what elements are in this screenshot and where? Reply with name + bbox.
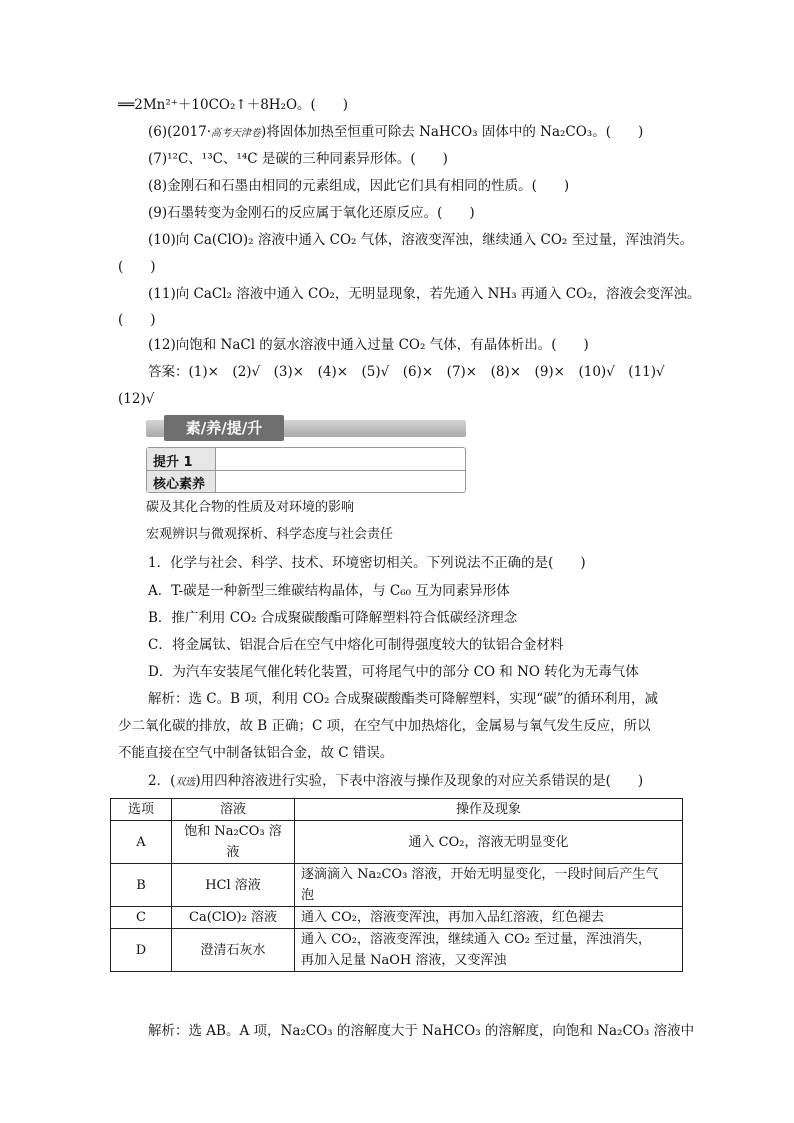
- item-9: (9)石墨转变为金刚石的反应属于氧化还原反应。( ): [148, 205, 475, 221]
- item-11-blank: ( ): [118, 312, 156, 328]
- q2-stem-post: )用四种溶液进行实验，下表中溶液与操作及现象的对应关系错误的是( ): [195, 773, 644, 789]
- table-header-row: [111, 799, 683, 821]
- q2-stem: [148, 772, 643, 792]
- table-cell: Ca(ClO)₂ 溶液: [172, 907, 295, 929]
- table-header: 溶液: [172, 799, 295, 821]
- item-8: (8)金刚石和石墨由相同的元素组成，因此它们具有相同的性质。( ): [148, 178, 570, 194]
- table-row: [111, 821, 683, 864]
- q1-option-d: D．为汽车安装尾气催化转化装置，可将尾气中的部分 CO 和 NO 转化为无毒气体: [148, 664, 639, 680]
- q1-option-b: B．推广利用 CO₂ 合成聚碳酸酯可降解塑料符合低碳经济理念: [148, 610, 518, 626]
- topic-heading: 碳及其化合物的性质及对环境的影响: [146, 500, 355, 515]
- item-6: [148, 123, 643, 143]
- q1-analysis-3: 不能直接在空气中制备钛铝合金，故 C 错误。: [118, 745, 394, 761]
- source-tag: 高考天津卷: [211, 128, 262, 139]
- tishu-label-2: 核心素养: [153, 477, 206, 492]
- table-cell: 澄清石灰水: [172, 929, 295, 972]
- q2-analysis: 解析：选 AB。A 项，Na₂CO₃ 的溶解度大于 NaHCO₃ 的溶解度，向饱和 Na₂CO₃ 溶液中: [148, 1023, 695, 1039]
- answer-line-2: (12)√: [118, 391, 155, 407]
- table-cell: [295, 929, 683, 972]
- table-row: [111, 864, 683, 907]
- tishu-divider: [147, 470, 465, 471]
- cell-line: 通入 CO₂，溶液变浑浊，继续通入 CO₂ 至过量，浑浊消失，: [301, 932, 652, 947]
- table-cell: B: [111, 864, 172, 907]
- cell-line: 逐滴滴入 Na₂CO₃ 溶液，开始无明显变化，一段时间后产生气: [301, 867, 659, 882]
- q1-option-c: C．将金属钛、铝混合后在空气中熔化可制得强度较大的钛铝合金材料: [148, 637, 564, 653]
- table-header: 选项: [111, 799, 172, 821]
- cell-line: 泡: [301, 888, 315, 903]
- table-cell: [295, 864, 683, 907]
- q1-option-a: A．T-碳是一种新型三维碳结构晶体，与 C₆₀ 互为同素异形体: [148, 583, 510, 599]
- table-cell: A: [111, 821, 172, 864]
- tishu-label-1: 提升 1: [153, 455, 193, 470]
- answer-line: 答案：(1)× (2)√ (3)× (4)× (5)√ (6)× (7)× (8)× (9)× (10)√ (11)√: [148, 364, 665, 380]
- q2-stem-pre: 2．(: [148, 773, 176, 789]
- table-cell: HCl 溶液: [172, 864, 295, 907]
- item-12: (12)向饱和 NaCl 的氨水溶液中通入过量 CO₂ 气体，有晶体析出。( ): [148, 337, 589, 353]
- table-row: [111, 929, 683, 972]
- table-cell: 饱和 Na₂CO₃ 溶液: [172, 821, 295, 864]
- table-cell: D: [111, 929, 172, 972]
- item-10-blank: ( ): [118, 259, 156, 275]
- item-6-pre: (6)(2017·: [148, 124, 212, 140]
- q1-stem: 1．化学与社会、科学、技术、环境密切相关。下列说法不正确的是( ): [148, 555, 586, 571]
- item-11: (11)向 CaCl₂ 溶液中通入 CO₂，无明显现象，若先通入 NH₃ 再通入 CO₂，溶液会变浑浊。: [148, 286, 701, 302]
- item-6-post: )将固体加热至恒重可除去 NaHCO₃ 固体中的 Na₂CO₃。( ): [261, 124, 644, 140]
- item-10: (10)向 Ca(ClO)₂ 溶液中通入 CO₂ 气体，溶液变浑浊，继续通入 CO₂ 至过量，浑浊消失。: [148, 232, 694, 248]
- q1-analysis-2: 少二氧化碳的排放，故 B 正确；C 项，在空气中加热熔化，金属易与氧气发生反应，所以: [118, 718, 651, 734]
- q2-table: [110, 798, 683, 972]
- section-banner-title: 素/养/提/升: [164, 415, 284, 441]
- equation-line: ══2Mn²⁺＋10CO₂↑＋8H₂O。( ): [118, 97, 349, 113]
- q2-tag: 双选: [175, 777, 196, 788]
- item-7: (7)¹²C、¹³C、¹⁴C 是碳的三种同素异形体。( ): [148, 151, 448, 167]
- table-cell: 通入 CO₂，溶液变浑浊，再加入品红溶液，红色褪去: [295, 907, 683, 929]
- table-cell: C: [111, 907, 172, 929]
- table-header: 操作及现象: [295, 799, 683, 821]
- subtopic-heading: 宏观辨识与微观探析、科学态度与社会责任: [146, 527, 394, 542]
- cell-line: 再加入足量 NaOH 溶液，又变浑浊: [301, 953, 507, 968]
- tishu-box: [146, 447, 466, 493]
- table-cell: 通入 CO₂，溶液无明显变化: [295, 821, 683, 864]
- q1-analysis-1: 解析：选 C。B 项，利用 CO₂ 合成聚碳酸酯类可降解塑料，实现“碳”的循环利用，减: [148, 691, 659, 707]
- table-row: [111, 907, 683, 929]
